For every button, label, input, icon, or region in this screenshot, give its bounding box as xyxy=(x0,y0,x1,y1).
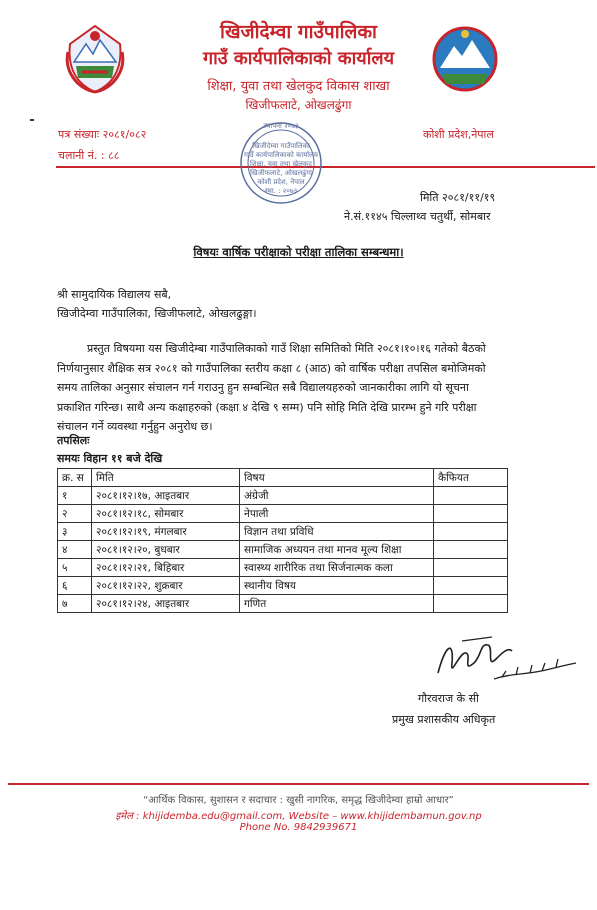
cell-sn: १ xyxy=(58,487,92,505)
cell-subject: स्थानीय विषय xyxy=(240,577,434,595)
cell-remarks xyxy=(434,505,508,523)
body-line-3: समय तालिका अनुसार संचालन गर्न गराउनु हुन सम्बन्धित सबै विद्यालयहरुको जानकारीका लागि यो सूचना xyxy=(57,381,469,394)
exam-schedule-table xyxy=(57,468,508,613)
stamp-line1: खिजीदेम्वा गाउँपालिका xyxy=(252,142,310,150)
table-header-row xyxy=(58,469,508,487)
cell-date: २०८१।१२।२२, शुक्रबार xyxy=(92,577,240,595)
tapasil-label: तपसिलः xyxy=(57,434,90,447)
cell-date: २०८१।१२।२१, बिहिबार xyxy=(92,559,240,577)
cell-subject: अंग्रेजी xyxy=(240,487,434,505)
cell-date: २०८१।१२।२४, आइतबार xyxy=(92,595,240,613)
time-label: समयः विहान ११ बजे देखि xyxy=(57,452,163,465)
officer-designation: प्रमुख प्रशासकीय अधिकृत xyxy=(392,713,496,726)
stamp-line2: गाउँ कार्यपालिकाको कार्यालय xyxy=(244,151,318,159)
cell-date: २०८१।१२।१९, मंगलबार xyxy=(92,523,240,541)
cell-remarks xyxy=(434,523,508,541)
table-row xyxy=(58,523,508,541)
body-line-5: संचालन गर्ने व्यवस्था गर्नुहुन अनुरोध छ। xyxy=(57,420,213,433)
footer-contact: इमेल : khijidemba.edu@gmail.com, Website – www.khijidembamun.gov.np xyxy=(115,811,482,822)
cell-remarks xyxy=(434,577,508,595)
handwritten-signature xyxy=(432,633,582,695)
footer-divider xyxy=(8,783,589,785)
cell-sn: २ xyxy=(58,505,92,523)
recipient-line1: श्री सामुदायिक विद्यालय सबै, xyxy=(57,288,172,301)
subject-line: विषयः वार्षिक परीक्षाको परीक्षा तालिका सम्बन्धमा। xyxy=(193,245,404,259)
table-row xyxy=(58,487,508,505)
table-row xyxy=(58,505,508,523)
cell-subject: गणित xyxy=(240,595,434,613)
body-line-1: प्रस्तुत विषयमा यस खिजीदेम्बा गाउँपालिकाको गाउँ शिक्षा समितिको मिति २०८१।१०।१६ गतेको बैठको xyxy=(87,342,486,355)
col-header-remarks: कैफियत xyxy=(434,469,508,487)
footer-phone: Phone No. 9842939671 xyxy=(239,822,358,833)
cell-subject: स्वास्थ्य शारीरिक तथा सिर्जनात्मक कला xyxy=(240,559,434,577)
cell-subject: विज्ञान तथा प्रविधि xyxy=(240,523,434,541)
cell-subject: नेपाली xyxy=(240,505,434,523)
office-stamp xyxy=(238,120,324,206)
table-row xyxy=(58,559,508,577)
nepal-sambat-date: ने.सं.११४५ चिल्लाथ्व चतुर्थी, सोमबार xyxy=(344,210,491,223)
stamp-line5: कोशी प्रदेश, नेपाल xyxy=(257,178,305,186)
cell-date: २०८१।१२।२०, बुधबार xyxy=(92,541,240,559)
body-line-4: प्रकाशित गरिन्छ। साथै अन्य कक्षाहरुको (कक्षा ४ देखि ९ सम्म) पनि सोहि मिति देखि प्रारम्भ हुने गरि परीक्षा xyxy=(57,400,477,414)
stamp-line3: शिक्षा, युवा तथा खेलकुद xyxy=(250,160,312,168)
stamp-top: स्थापना २०७३ xyxy=(263,122,299,130)
col-header-sn: क्र. स xyxy=(58,469,92,487)
cell-date: २०८१।१२।१७, आइतबार xyxy=(92,487,240,505)
body-paragraph xyxy=(57,339,527,437)
table-row xyxy=(58,577,508,595)
col-header-subject: विषय xyxy=(240,469,434,487)
header-divider xyxy=(56,166,595,168)
stamp-line4: खिजीफलाटे, ओखलढुंगा xyxy=(250,169,312,177)
province-label: कोशी प्रदेश,नेपाल xyxy=(423,128,494,141)
cell-sn: ३ xyxy=(58,523,92,541)
cell-sn: ४ xyxy=(58,541,92,559)
cell-sn: ६ xyxy=(58,577,92,595)
municipality-name: खिजीदेम्वा गाउँपालिका xyxy=(220,21,377,43)
margin-mark xyxy=(30,119,34,121)
body-line-2: निर्णयानुसार शैक्षिक सत्र २०८१ को गाउँपालिका स्तरीय कक्षा ८ (आठ) को वार्षिक परीक्षा तपसिल बमोजिमको xyxy=(57,361,486,375)
stamp-line6: स्था. : २०७३ xyxy=(264,187,298,195)
cell-remarks xyxy=(434,541,508,559)
footer-slogan: “आर्थिक विकास, सुशासन र सदाचार : खुसी नागरिक, समृद्ध खिजीदेम्वा हाम्रो आधार” xyxy=(143,795,454,806)
cell-remarks xyxy=(434,487,508,505)
section-name: शिक्षा, युवा तथा खेलकुद विकास शाखा xyxy=(207,79,390,94)
chalani-number: चलानी नं. : ८८ xyxy=(58,149,120,162)
office-name: गाउँ कार्यपालिकाको कार्यालय xyxy=(202,48,395,69)
cell-date: २०८१।१२।१८, सोमबार xyxy=(92,505,240,523)
table-row xyxy=(58,541,508,559)
office-address: खिजीफलाटे, ओखलढुंगा xyxy=(245,98,352,112)
cell-sn: ५ xyxy=(58,559,92,577)
patra-sankhya: पत्र संख्याः २०८१/०८२ xyxy=(58,128,147,141)
cell-sn: ७ xyxy=(58,595,92,613)
cell-remarks xyxy=(434,595,508,613)
cell-subject: सामाजिक अध्ययन तथा मानव मूल्य शिक्षा xyxy=(240,541,434,559)
letter-date: मिति २०८१/११/१९ xyxy=(420,191,496,204)
officer-name: गौरवराज के सी xyxy=(418,692,479,705)
cell-remarks xyxy=(434,559,508,577)
recipient-line2: खिजीदेम्वा गाउँपालिका, खिजीफलाटे, ओखलढुङ्गा। xyxy=(57,307,257,320)
table-row xyxy=(58,595,508,613)
col-header-date: मिति xyxy=(92,469,240,487)
